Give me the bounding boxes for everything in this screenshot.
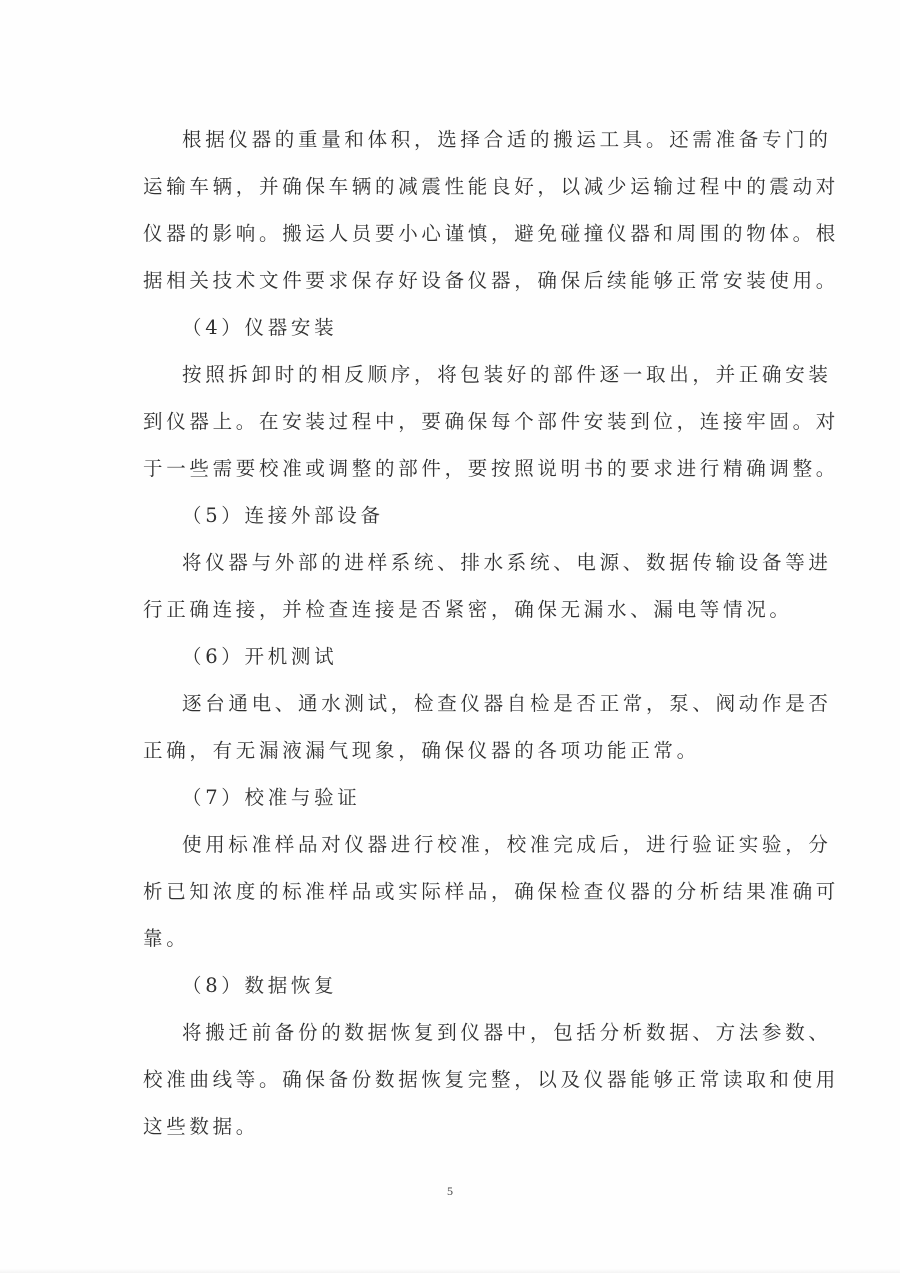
paragraph-line: 将仪器与外部的进样系统、排水系统、电源、数据传输设备等进 — [182, 551, 832, 574]
paragraph-line: 按照拆卸时的相反顺序，将包装好的部件逐一取出，并正确安装 — [182, 363, 832, 386]
section-heading-data-recovery: （8）数据恢复 — [182, 974, 338, 997]
paragraph-line: 运输车辆，并确保车辆的减震性能良好，以减少运输过程中的震动对 — [143, 175, 840, 198]
paragraph-line: 使用标准样品对仪器进行校准，校准完成后，进行验证实验，分 — [182, 833, 832, 856]
paragraph-calibration — [143, 821, 840, 962]
section-heading-instrument-installation: （4）仪器安装 — [182, 316, 338, 339]
paragraph-line: 靠。 — [143, 927, 190, 950]
paragraph-line: 仪器的影响。搬运人员要小心谨慎，避免碰撞仪器和周围的物体。根 — [143, 222, 840, 245]
paragraph-line: 于一些需要校准或调整的部件，要按照说明书的要求进行精确调整。 — [143, 457, 840, 480]
paragraph-line: 据相关技术文件要求保存好设备仪器，确保后续能够正常安装使用。 — [143, 269, 840, 292]
paragraph-line: 这些数据。 — [143, 1115, 260, 1138]
paragraph-power-on-test — [143, 680, 832, 774]
paragraph-line: 校准曲线等。确保备份数据恢复完整，以及仪器能够正常读取和使用 — [143, 1068, 840, 1091]
paragraph-line: 行正确连接，并检查连接是否紧密，确保无漏水、漏电等情况。 — [143, 598, 793, 621]
paragraph-line: 到仪器上。在安装过程中，要确保每个部件安装到位，连接牢固。对 — [143, 410, 840, 433]
paragraph-external-devices — [143, 539, 832, 633]
scan-edge-divider — [0, 1268, 900, 1273]
paragraph-line: 逐台通电、通水测试，检查仪器自检是否正常，泵、阀动作是否 — [182, 692, 832, 715]
paragraph-transport — [143, 116, 840, 304]
paragraph-line: 根据仪器的重量和体积，选择合适的搬运工具。还需准备专门的 — [182, 128, 832, 151]
paragraph-line: 析已知浓度的标准样品或实际样品，确保检查仪器的分析结果准确可 — [143, 880, 840, 903]
page-number: 5 — [447, 1184, 453, 1198]
section-heading-power-on-test: （6）开机测试 — [182, 645, 338, 668]
section-heading-external-devices: （5）连接外部设备 — [182, 504, 384, 527]
section-heading-calibration: （7）校准与验证 — [182, 786, 361, 809]
document-body — [143, 116, 840, 1150]
paragraph-installation — [143, 351, 840, 492]
paragraph-line: 将搬迁前备份的数据恢复到仪器中，包括分析数据、方法参数、 — [182, 1021, 832, 1044]
paragraph-line: 正确，有无漏液漏气现象，确保仪器的各项功能正常。 — [143, 739, 700, 762]
paragraph-data-recovery — [143, 1009, 840, 1150]
